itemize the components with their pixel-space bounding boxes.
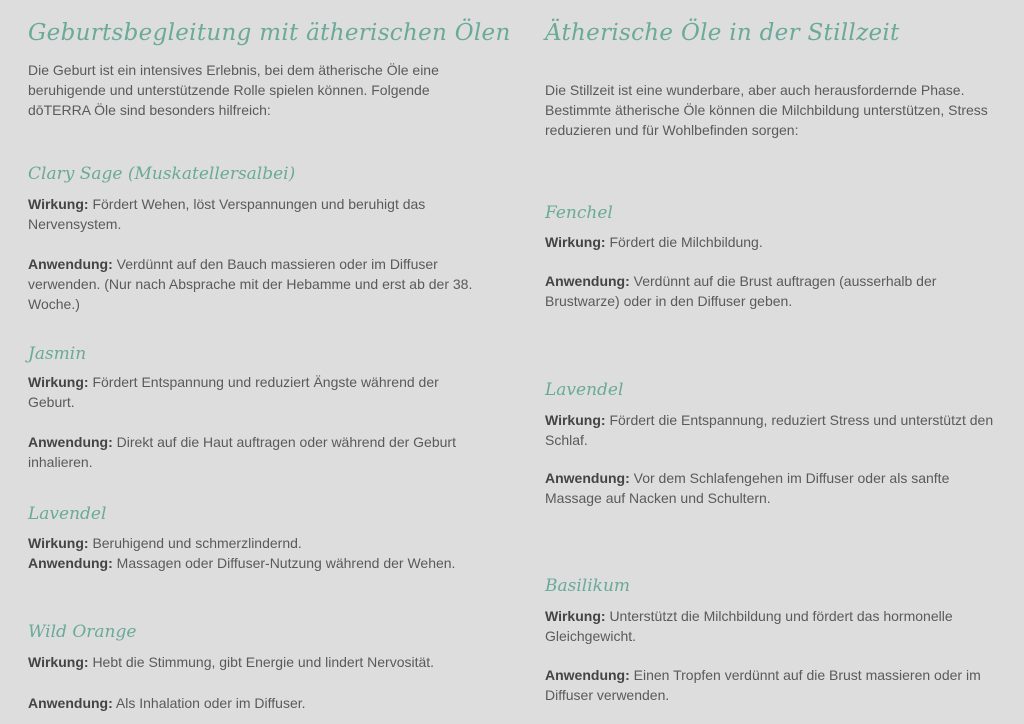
oil-wirkung-lavendel-left: Wirkung: Beruhigend und schmerzlindernd. — [28, 535, 302, 551]
oil-heading-wild-orange: Wild Orange — [28, 622, 137, 642]
oil-heading-clary-sage: Clary Sage (Muskatellersalbei) — [28, 164, 296, 184]
oil-wirkung-basilikum: Wirkung: Unterstützt die Milchbildung und fördert das hormonelle Gleichgewicht. — [545, 608, 953, 644]
oil-heading-fenchel: Fenchel — [545, 203, 613, 223]
oil-anwendung-fenchel: Anwendung: Verdünnt auf die Brust auftragen (ausserhalb der Brustwarze) oder in den Diffuser geben. — [545, 273, 937, 309]
oil-wirkung-jasmin: Wirkung: Fördert Entspannung und reduziert Ängste während der Geburt. — [28, 374, 439, 410]
oil-heading-basilikum: Basilikum — [545, 576, 631, 596]
oil-heading-lavendel-left: Lavendel — [28, 504, 107, 524]
oil-wirkung-wild-orange: Wirkung: Hebt die Stimmung, gibt Energie und lindert Nervosität. — [28, 654, 435, 670]
oil-wirkung-clary-sage: Wirkung: Fördert Wehen, löst Verspannungen und beruhigt das Nervensystem. — [28, 196, 426, 232]
left-title: Geburtsbegleitung mit ätherischen Ölen — [28, 20, 511, 46]
oil-heading-lavendel-right: Lavendel — [545, 380, 624, 400]
oil-anwendung-wild-orange: Anwendung: Als Inhalation oder im Diffuser. — [28, 695, 306, 711]
oil-anwendung-lavendel-right: Anwendung: Vor dem Schlafengehen im Diffuser oder als sanfte Massage auf Nacken und Schultern. — [545, 470, 950, 506]
oil-anwendung-clary-sage: Anwendung: Verdünnt auf den Bauch massieren oder im Diffuser verwenden. (Nur nach Absprache mit der Hebamme und erst ab der 38. Woche.) — [28, 256, 473, 312]
right-intro: Die Stillzeit ist eine wunderbare, aber auch herausfordernde Phase. Bestimmte ätherische Öle können die Milchbildung unterstützen, Stress reduzieren und für Wohlbefinden sorgen: — [545, 82, 988, 138]
oil-wirkung-lavendel-right: Wirkung: Fördert die Entspannung, reduziert Stress und unterstützt den Schlaf. — [545, 412, 994, 448]
oil-anwendung-basilikum: Anwendung: Einen Tropfen verdünnt auf die Brust massieren oder im Diffuser verwenden. — [545, 667, 981, 703]
right-title: Ätherische Öle in der Stillzeit — [545, 20, 900, 46]
oil-anwendung-jasmin: Anwendung: Direkt auf die Haut auftragen oder während der Geburt inhalieren. — [28, 434, 456, 470]
oil-heading-jasmin: Jasmin — [28, 344, 87, 364]
oil-wirkung-fenchel: Wirkung: Fördert die Milchbildung. — [545, 234, 763, 250]
oil-anwendung-lavendel-left: Anwendung: Massagen oder Diffuser-Nutzung während der Wehen. — [28, 555, 456, 571]
left-intro: Die Geburt ist ein intensives Erlebnis, bei dem ätherische Öle eine beruhigende und unterstützende Rolle spielen können. Folgende dōTERRA Öle sind besonders hilfreich: — [28, 62, 439, 118]
